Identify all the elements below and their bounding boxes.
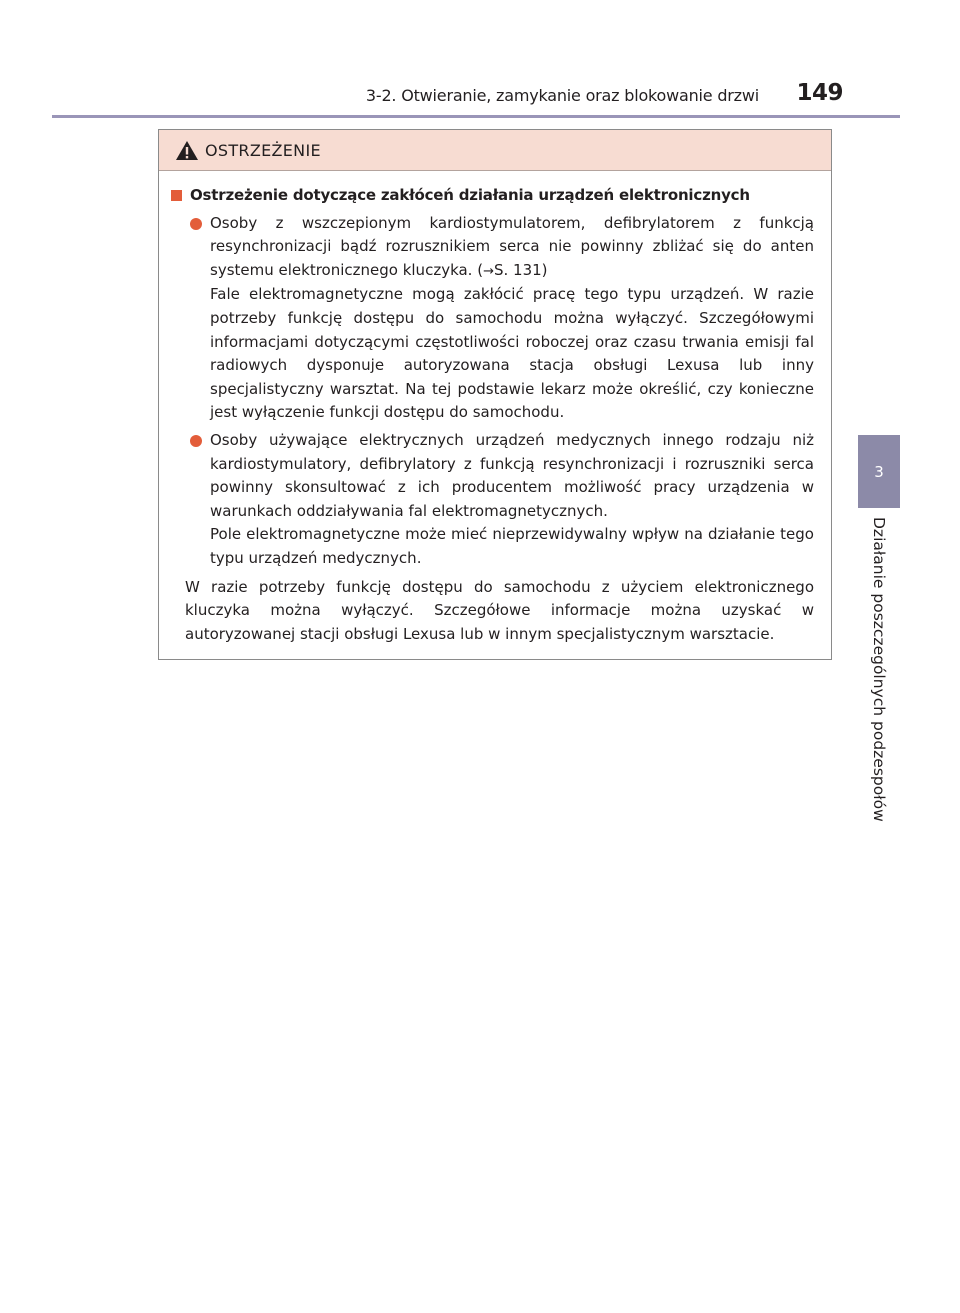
chapter-label: Działanie poszczególnych podzespołów [870, 517, 888, 822]
closing-paragraph: W razie potrzeby funkcję dostępu do samochodu z użyciem elektronicznego kluczyka można wyłączyć. Szczegółowe informacje można uzyskać w autoryzowanej stacji obsługi Lexusa lub w innym specjalistycznym warsztacie. [185, 577, 814, 643]
bullet2-paragraph: Osoby używające elektrycznych urządzeń medycznych innego rodzaju niż kardiostymulatory, defibrylatory z funkcją resynchronizacji i rozruszniki serca powinny skonsultować z ich producentem możliwość pracy urządzenia w warunkach oddziaływania fal elektromagnetycznych. [210, 430, 814, 520]
arrow-icon: → [483, 263, 494, 279]
warning-body [159, 171, 831, 646]
section-heading [169, 184, 814, 208]
warning-header [159, 130, 831, 171]
section-title: 3-2. Otwieranie, zamykanie oraz blokowanie drzwi [365, 86, 759, 105]
list-item [169, 212, 814, 425]
square-bullet-icon [171, 190, 182, 201]
page-reference[interactable]: S. 131) [493, 260, 548, 279]
bullet1-paragraph [210, 212, 814, 284]
chapter-tab[interactable] [858, 435, 900, 508]
warning-title: OSTRZEŻENIE [205, 141, 321, 160]
bullet2-paragraph2: Pole elektromagnetyczne może mieć nieprzewidywalny wpływ na działanie tego typu urządzeń medycznych. [210, 525, 814, 567]
dot-bullet-icon [190, 218, 202, 230]
warning-triangle-icon [175, 140, 199, 161]
warning-box [158, 129, 832, 660]
bullet1-paragraph2: Fale elektromagnetyczne mogą zakłócić pracę tego typu urządzeń. W razie potrzeby funkcję dostępu do samochodu można wyłączyć. Szczegółowymi informacjami dotyczącymi częstotliwości roboczej oraz czasu trwania emisji fal radiowych dysponuje autoryzowana stacja obsługi Lexusa lub inny specjalistyczny warsztat. Na tej podstawie lekarz może określić, czy konieczne jest wyłączenie funkcji dostępu do samochodu. [210, 285, 814, 422]
page-number: 149 [796, 80, 843, 106]
section-heading-text: Ostrzeżenie dotyczące zakłóceń działania urządzeń elektronicznych [190, 186, 750, 204]
dot-bullet-icon [190, 435, 202, 447]
chapter-number: 3 [874, 462, 884, 481]
list-item [169, 429, 814, 571]
bullet1-lead: Osoby z wszczepionym kardiostymulatorem, defibrylatorem z funkcją resynchronizacji bądź rozrusznikiem serca nie powinny zbliżać się do anten systemu elektronicznego kluczyka. ( [210, 213, 814, 279]
page-header [155, 80, 845, 110]
header-rule [52, 115, 900, 118]
